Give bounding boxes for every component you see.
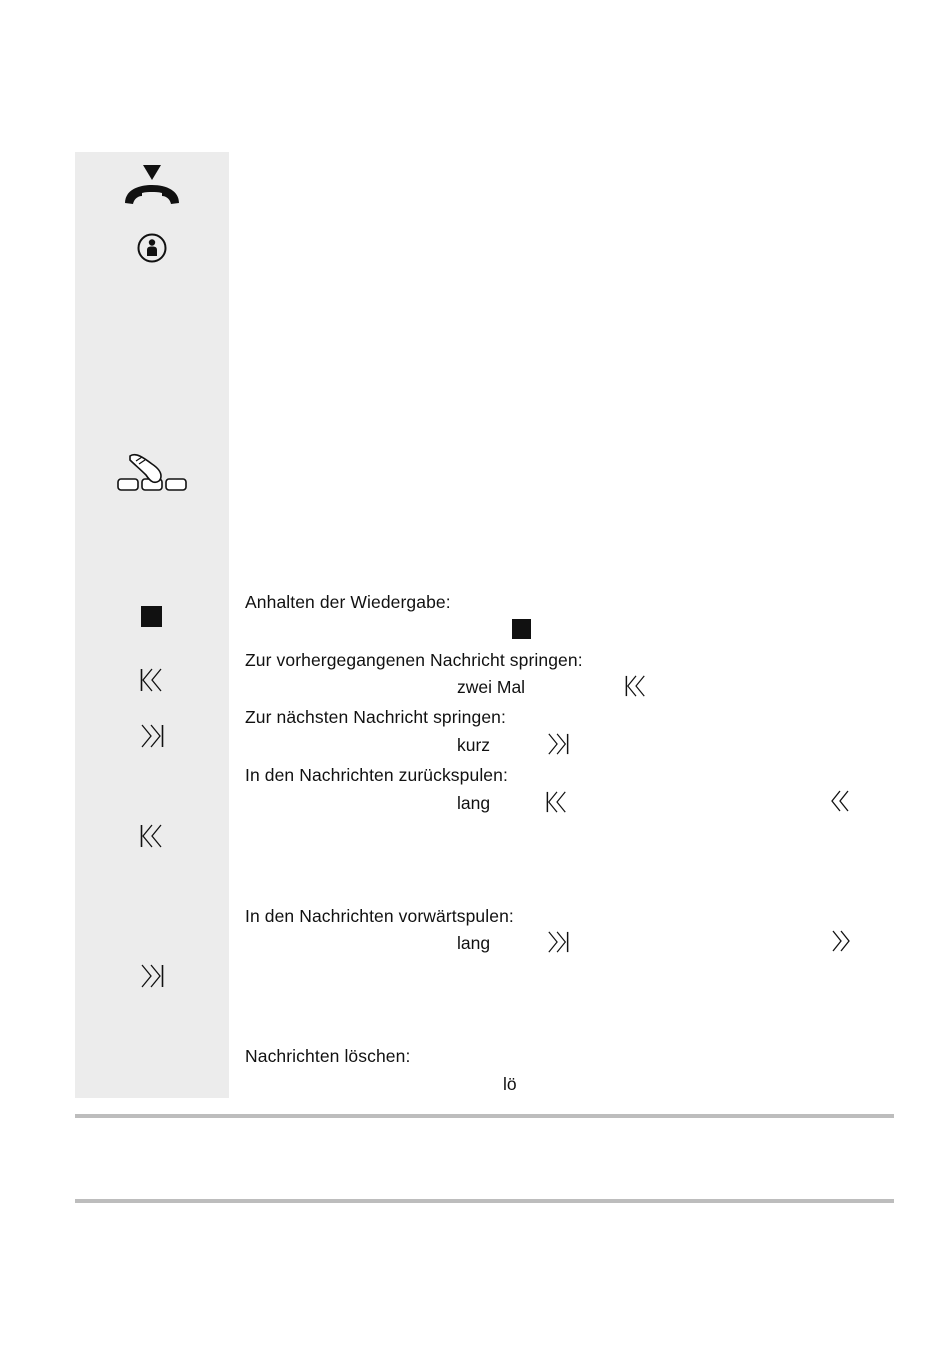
- stop-icon: [512, 619, 531, 639]
- skip-forward-icon: [547, 931, 569, 953]
- emphasis-short: kurz: [457, 735, 491, 755]
- fast-forward-icon: [831, 930, 851, 952]
- section-heading-stop: Anhalten der Wiedergabe:: [245, 592, 451, 612]
- section-heading-previous: Zur vorhergegangenen Nachricht springen:: [245, 650, 583, 670]
- emphasis-twice: zwei Mal: [457, 677, 526, 697]
- skip-back-icon: [546, 791, 568, 813]
- skip-forward-icon: [547, 733, 569, 755]
- person-button-icon: [137, 233, 167, 263]
- section-heading-delete: Nachrichten löschen:: [245, 1046, 411, 1066]
- rewind-icon: [830, 790, 850, 812]
- section-heading-rewind: In den Nachrichten zurückspulen:: [245, 765, 508, 785]
- skip-back-icon: [140, 668, 164, 692]
- hang-up-handset-icon: [120, 163, 184, 207]
- section-heading-next: Zur nächsten Nachricht springen:: [245, 707, 506, 727]
- skip-back-icon: [140, 824, 164, 848]
- stop-icon: [141, 606, 162, 627]
- section-heading-fast-forward: In den Nachrichten vorwärtspulen:: [245, 906, 514, 926]
- skip-forward-icon: [140, 964, 164, 988]
- emphasis-delete-fragment: lö: [503, 1074, 517, 1094]
- emphasis-long: lang: [457, 933, 491, 953]
- divider-rule: [75, 1114, 894, 1118]
- emphasis-long: lang: [457, 793, 491, 813]
- skip-back-icon: [625, 675, 647, 697]
- finger-pressing-key-icon: [114, 448, 190, 494]
- skip-forward-icon: [140, 724, 164, 748]
- divider-rule: [75, 1199, 894, 1203]
